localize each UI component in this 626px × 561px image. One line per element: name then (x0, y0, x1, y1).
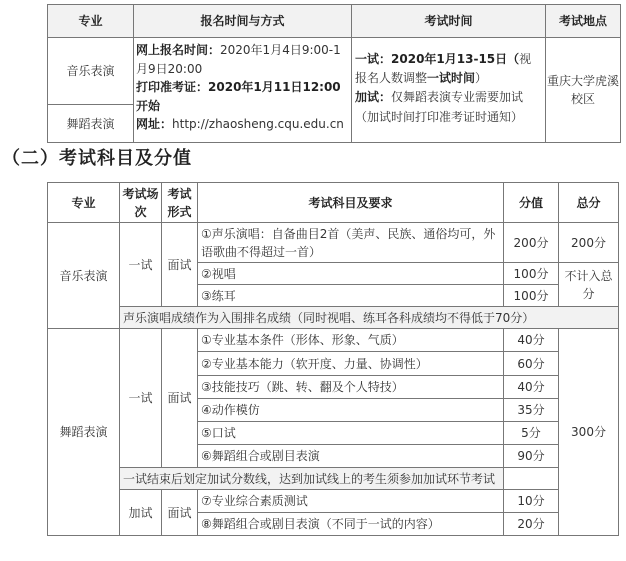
major-music: 音乐表演 (48, 223, 120, 329)
subject-cell: ④动作模仿 (198, 399, 504, 422)
score-cell: 90分 (504, 445, 559, 468)
print-label: 打印准考证： (136, 80, 209, 95)
note-cell: 一试结束后划定加试分数线，达到加试线上的考生须参加加试环节考试 (120, 468, 504, 490)
extra-exam-label: 加试： (355, 90, 392, 105)
registration-details (134, 38, 352, 143)
total-cell: 300分 (559, 329, 619, 536)
table-row (48, 329, 619, 352)
note-cell-spacer (504, 468, 559, 490)
section-heading: （二）考试科目及分值 (2, 148, 192, 169)
subject-cell: ⑧舞蹈组合或剧目表演（不同于一试的内容） (198, 513, 504, 536)
subject-cell: ①专业基本条件（形体、形象、气质） (198, 329, 504, 352)
score-cell: 100分 (504, 285, 559, 307)
score-cell: 100分 (504, 263, 559, 285)
site-link[interactable]: http://zhaosheng.cqu.edu.cn (172, 117, 344, 132)
major-dance: 舞蹈表演 (48, 105, 134, 143)
major-music: 音乐表演 (48, 38, 134, 105)
session-cell: 加试 (120, 490, 162, 536)
session-cell: 一试 (120, 329, 162, 468)
registration-row-music (48, 38, 621, 105)
header-subjects: 考试科目及要求 (198, 183, 504, 223)
session-cell: 一试 (120, 223, 162, 307)
form-cell: 面试 (162, 329, 198, 468)
subjects-table (47, 182, 619, 536)
subject-cell: ⑥舞蹈组合或剧目表演 (198, 445, 504, 468)
first-exam-label: 一试： (355, 52, 392, 66)
score-cell: 5分 (504, 422, 559, 445)
first-exam-note2: 一试时间 (427, 71, 476, 86)
online-label: 网上报名时间： (136, 43, 221, 57)
online-value: 2020年1月4日9:00-1月9日20:00 (136, 43, 341, 76)
subject-cell: ③练耳 (198, 285, 504, 307)
header-form: 考试形式 (162, 183, 198, 223)
header-session: 考试场次 (120, 183, 162, 223)
header-major: 专业 (48, 5, 134, 38)
print-value: 2020年1月11日12:00开始 (136, 80, 341, 113)
total-cell: 200分 (559, 223, 619, 263)
header-exam-time: 考试时间 (352, 5, 546, 38)
score-cell: 20分 (504, 513, 559, 536)
first-exam-value: 2020年1月13-15日（ (391, 52, 520, 66)
score-cell: 10分 (504, 490, 559, 513)
score-cell: 40分 (504, 376, 559, 399)
header-registration: 报名时间与方式 (134, 5, 352, 38)
subjects-header-row (48, 183, 619, 223)
major-dance: 舞蹈表演 (48, 329, 120, 536)
form-cell: 面试 (162, 223, 198, 307)
first-exam-note1: 视报名人数调整 (355, 52, 532, 86)
table-row (48, 490, 619, 513)
header-major: 专业 (48, 183, 120, 223)
subject-cell: ①声乐演唱：自备曲目2首（美声、民族、通俗均可，外语歌曲不得超过一首） (198, 223, 504, 263)
registration-table (47, 4, 621, 143)
score-cell: 40分 (504, 329, 559, 352)
site-label: 网址： (136, 117, 173, 132)
note-cell: 声乐演唱成绩作为入围排名成绩（同时视唱、练耳各科成绩均不得低于70分） (120, 307, 619, 329)
table-row (48, 223, 619, 263)
subject-cell: ⑤口试 (198, 422, 504, 445)
extra-exam-value: 仅舞蹈表演专业需要加试（加试时间打印准考证时通知） (355, 90, 524, 124)
table-row (48, 468, 619, 490)
subject-cell: ⑦专业综合素质测试 (198, 490, 504, 513)
header-score: 分值 (504, 183, 559, 223)
first-exam-close: ） (475, 71, 488, 86)
exam-location: 重庆大学虎溪校区 (546, 38, 621, 143)
table-row (48, 307, 619, 329)
score-cell: 200分 (504, 223, 559, 263)
total-cell: 不计入总分 (559, 263, 619, 307)
subject-cell: ③技能技巧（跳、转、翻及个人特技） (198, 376, 504, 399)
subject-cell: ②视唱 (198, 263, 504, 285)
header-total: 总分 (559, 183, 619, 223)
form-cell: 面试 (162, 490, 198, 536)
header-exam-location: 考试地点 (546, 5, 621, 38)
score-cell: 60分 (504, 352, 559, 376)
subject-cell: ②专业基本能力（软开度、力量、协调性） (198, 352, 504, 376)
exam-time-details (352, 38, 546, 143)
registration-header-row (48, 5, 621, 38)
score-cell: 35分 (504, 399, 559, 422)
